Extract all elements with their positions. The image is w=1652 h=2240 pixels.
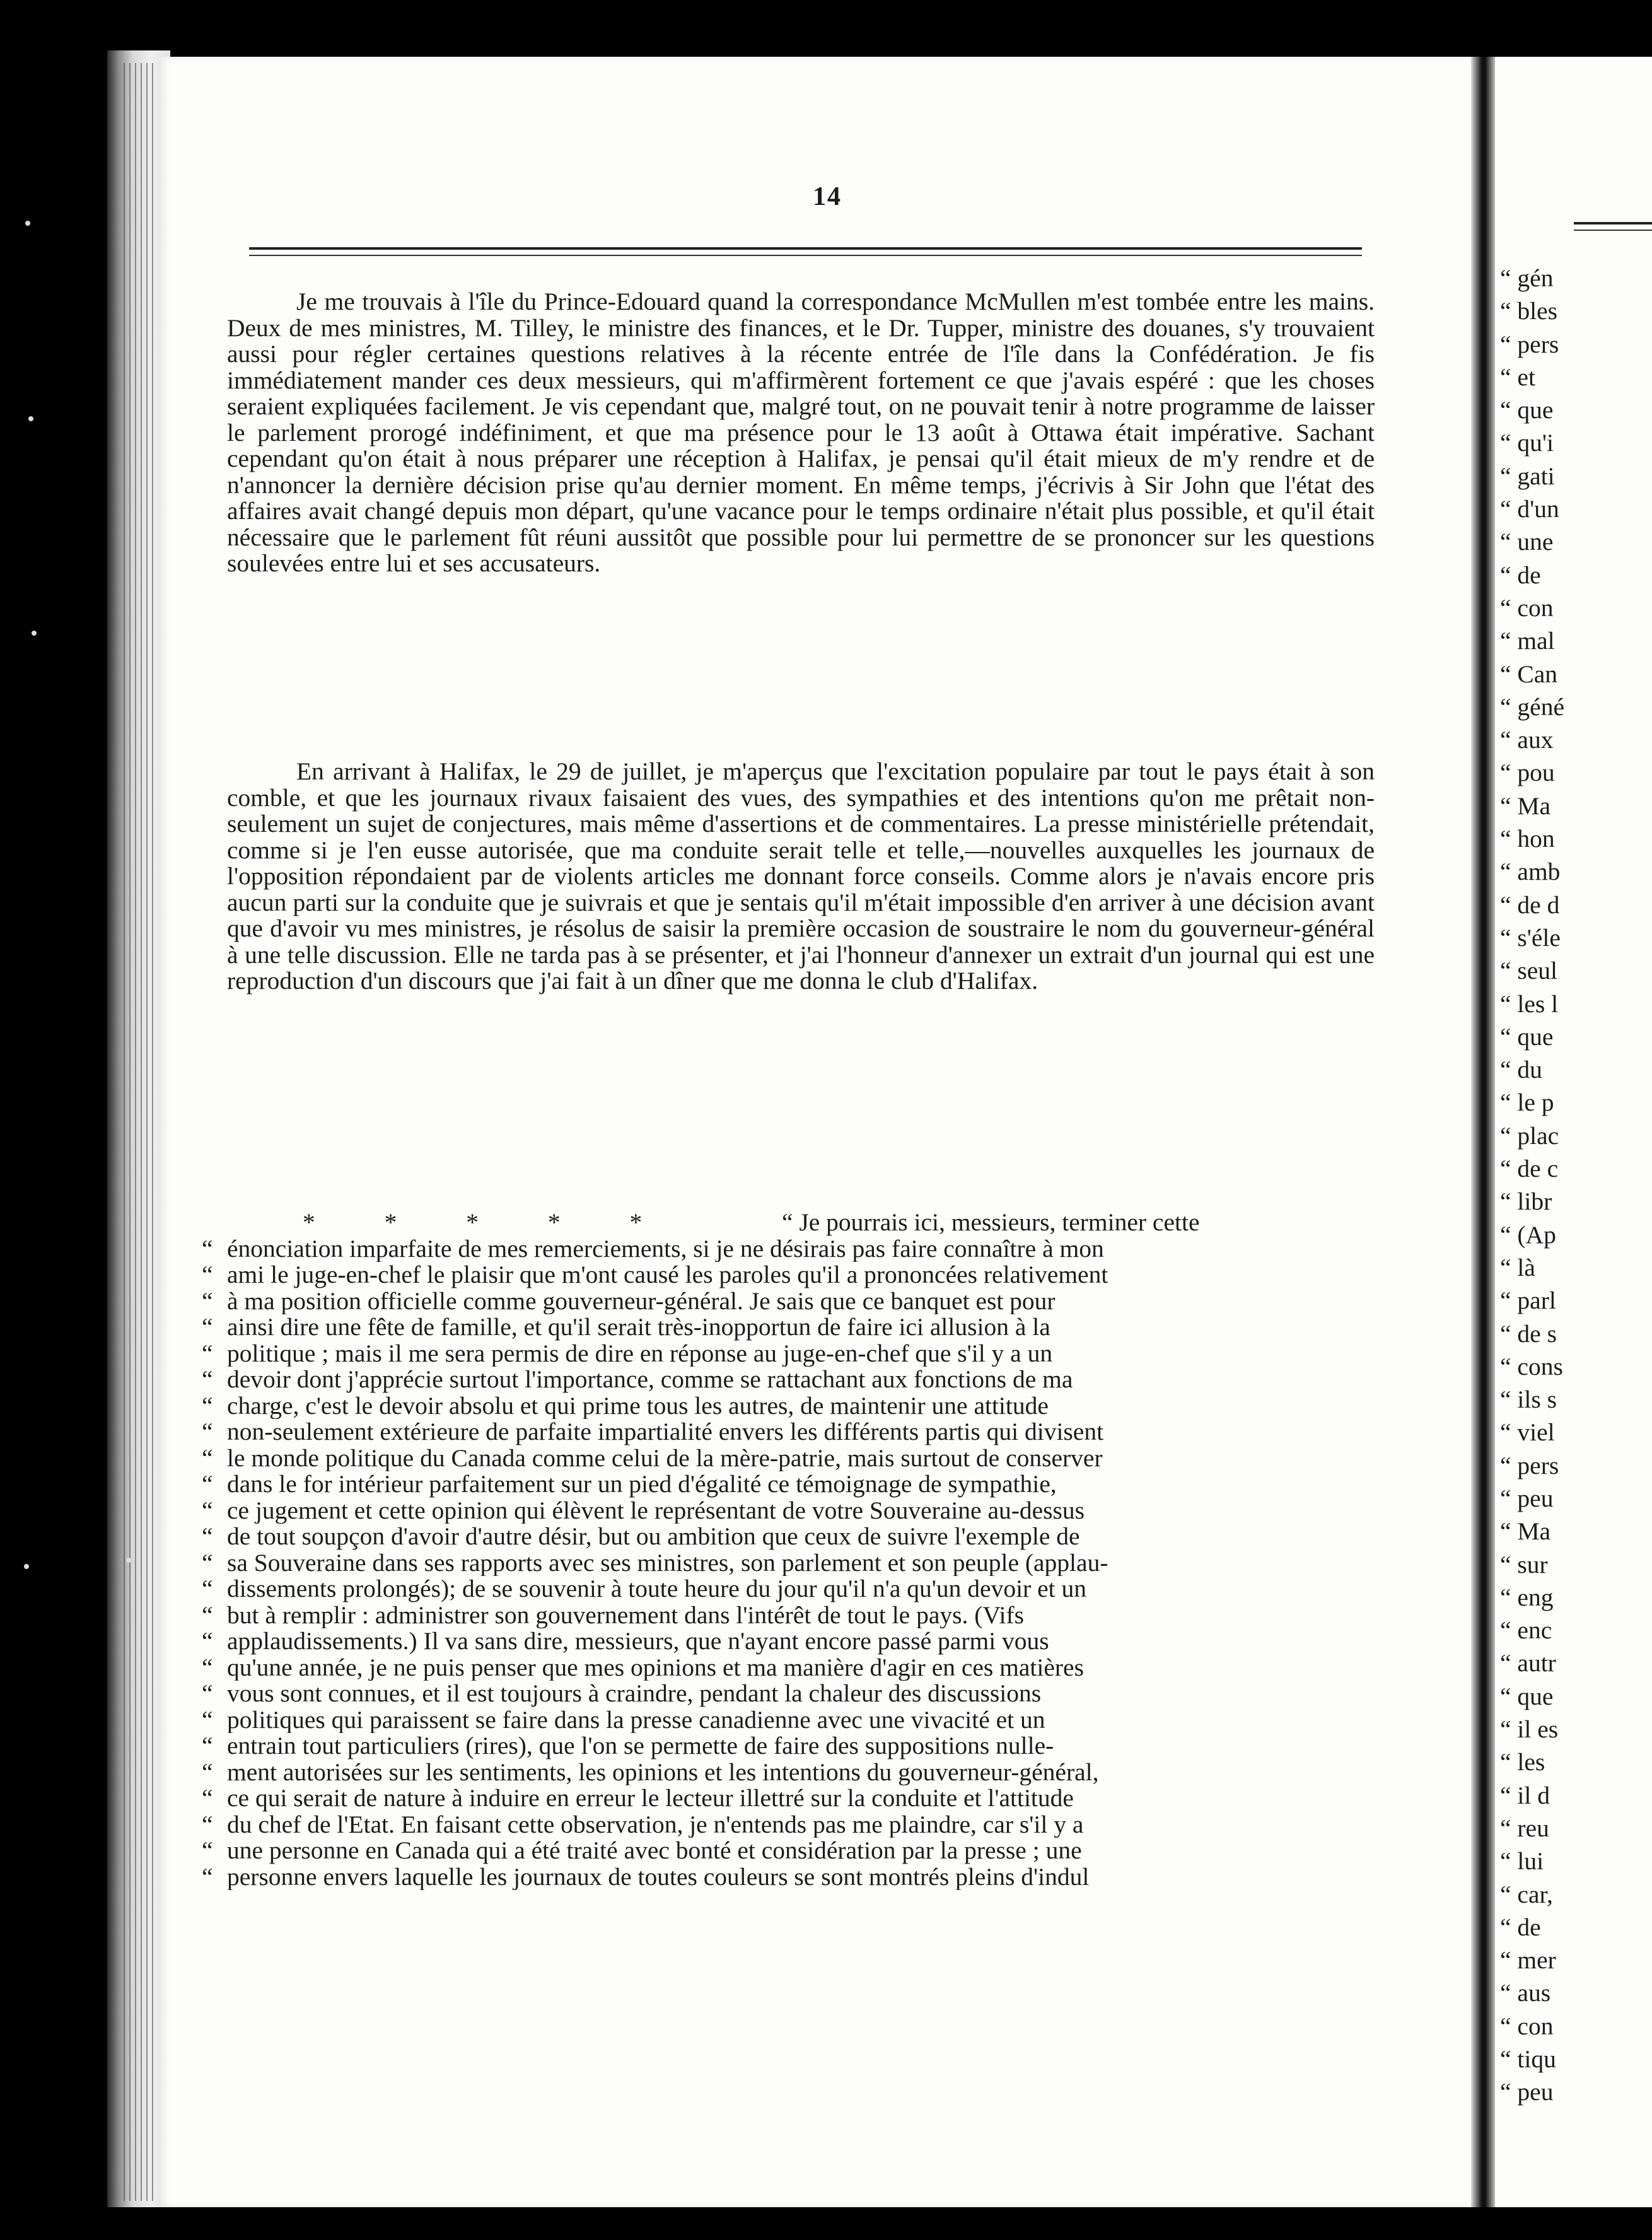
quote-line-text: de tout soupçon d'avoir d'autre désir, but ou ambition que ceux de suivre l'exemple de (227, 1524, 1080, 1550)
quote-mark: “ (202, 1758, 213, 1786)
quote-line (202, 1419, 1362, 1445)
quote-mark: “ (202, 1391, 213, 1420)
quote-line-text: ment autorisées sur les sentiments, les opinions et les intentions du gouverneur-général, (227, 1759, 1099, 1785)
quote-line (202, 1471, 1362, 1498)
quote-line-text: applaudissements.) Il va sans dire, messieurs, que n'ayant encore passé parmi vous (227, 1628, 1049, 1655)
facing-page-line: “ peu (1500, 1484, 1554, 1512)
quote-line (202, 1785, 1362, 1812)
facing-page-line: “ sur (1500, 1550, 1548, 1578)
speech-quotation (202, 1210, 1362, 1890)
quote-line-text: dissements prolongés); de se souvenir à toute heure du jour qu'il n'a qu'un devoir et un (227, 1576, 1086, 1602)
facing-page-line: “ les (1500, 1748, 1545, 1776)
quote-line (202, 1838, 1362, 1864)
quote-line (202, 1655, 1362, 1681)
facing-page-line: “ Ma (1500, 791, 1551, 820)
scan-speck (25, 221, 30, 226)
quote-mark: “ (202, 1286, 213, 1315)
facing-page-line: “ une (1500, 528, 1554, 556)
quote-line-text: “ Je pourrais ici, messieurs, terminer cette (782, 1210, 1200, 1236)
quote-line (202, 1602, 1362, 1629)
facing-page-line: “ peu (1500, 2078, 1554, 2106)
quote-line-text: le monde politique du Canada comme celui de la mère-patrie, mais surtout de conserver (227, 1445, 1103, 1471)
quote-line-text: but à remplir : administrer son gouvernement dans l'intérêt de tout le pays. (Vifs (227, 1602, 1025, 1628)
quote-line-text: du chef de l'Etat. En faisant cette observation, je n'entends pas me plaindre, car s'il y a (227, 1811, 1084, 1838)
facing-page-line: “ Can (1500, 660, 1558, 688)
facing-page-line: “ d'un (1500, 495, 1559, 523)
scan-speck (126, 1558, 131, 1563)
quote-line-text: politique ; mais il me sera permis de dire en réponse au juge-en-chef que s'il y a un (227, 1340, 1053, 1367)
quote-mark: “ (202, 1470, 213, 1498)
facing-page-line: “ cons (1500, 1352, 1563, 1380)
facing-page-line: “ du (1500, 1056, 1542, 1084)
facing-page-line: “ il d (1500, 1781, 1550, 1809)
quote-mark: “ (202, 1339, 213, 1367)
quote-line-text: ainsi dire une fête de famille, et qu'il serait très-inopportun de faire ici allusion à la (227, 1314, 1050, 1341)
facing-page-line: “ reu (1500, 1814, 1549, 1842)
facing-page-line: “ s'éle (1500, 923, 1561, 952)
quote-mark: “ (202, 1627, 213, 1655)
facing-page-fragment (1495, 57, 1652, 2207)
section-asterisks: * * * * * (303, 1210, 643, 1236)
quote-line-text: devoir dont j'apprécie surtout l'importance, comme se rattachant aux fonctions de ma (227, 1367, 1073, 1393)
facing-page-line: “ tiqu (1500, 2045, 1556, 2074)
quote-line-text: ce jugement et cette opinion qui élèvent le représentant de votre Souveraine au-dessus (227, 1497, 1085, 1524)
facing-page-line: “ con (1500, 593, 1554, 622)
quote-line (202, 1550, 1362, 1577)
quote-line-text: non-seulement extérieure de parfaite impartialité envers les différents partis qui divisent (227, 1419, 1104, 1445)
quote-line-text: dans le for intérieur parfaitement sur un pied d'égalité ce témoignage de sympathie, (227, 1471, 1057, 1498)
quote-mark: “ (202, 1261, 213, 1288)
facing-page-line: “ qu'i (1500, 429, 1554, 457)
facing-page-line: “ gati (1500, 462, 1555, 490)
quote-mark: “ (202, 1418, 213, 1445)
quote-mark: “ (202, 1705, 213, 1734)
page-edges (124, 63, 154, 2201)
facing-page-line: “ géné (1500, 692, 1564, 721)
quote-line (202, 1812, 1362, 1838)
facing-page-line: “ amb (1500, 858, 1561, 886)
quote-mark: “ (202, 1313, 213, 1341)
quote-line (202, 1864, 1362, 1891)
quote-line (202, 1288, 1362, 1315)
paragraph-2 (227, 759, 1375, 995)
facing-page-line: “ lui (1500, 1847, 1544, 1875)
quote-mark: “ (202, 1496, 213, 1524)
facing-page-line: “ et (1500, 363, 1535, 391)
paragraph-2-text: En arrivant à Halifax, le 29 de juillet, je m'aperçus que l'excitation populaire par tout le pays était à son comble, et que les journaux rivaux faisaient des vues, des sympathies et des intentions qu'on me prêtait non-seulement un sujet de conjectures, mais même d'assertions et de commentaires. La presse ministérielle prétendait, comme si je l'en eusse autorisée, que ma conduite serait telle et telle,—nouvelles auxquelles les journaux de l'opposition répondaient par de violents articles me donnant force conseils. Comme alors je n'avais encore pris aucun parti sur la conduite que je suivrais et que je sentais qu'il m'était impossible d'en arriver à une décision avant que d'avoir vu mes ministres, je résolus de saisir la première occasion de soustraire le nom du gouverneur-général à une telle discussion. Elle ne tarda pas à se présenter, et j'ai l'honneur d'annexer un extrait d'un journal qui est une reproduction d'un discours que j'ai fait à un dîner que me donna le club d'Halifax. (227, 757, 1375, 995)
facing-page-line: “ mer (1500, 1946, 1556, 1975)
quote-line (202, 1445, 1362, 1472)
facing-page-line: “ de s (1500, 1319, 1557, 1348)
facing-page-line: “ que (1500, 1682, 1554, 1710)
quote-line (202, 1393, 1362, 1420)
facing-page-line: “ là (1500, 1253, 1535, 1281)
facing-page-line: “ (Ap (1500, 1220, 1556, 1249)
facing-page-line: “ que (1500, 1022, 1554, 1051)
quote-line-text: politiques qui paraissent se faire dans la presse canadienne avec une vivacité et un (227, 1706, 1045, 1733)
quote-line-text: à ma position officielle comme gouverneur-général. Je sais que ce banquet est pour (227, 1288, 1056, 1314)
facing-header-rule-thick (1574, 222, 1652, 225)
paragraph-1-text: Je me trouvais à l'île du Prince-Edouard quand la correspondance McMullen m'est tombée entre les mains. Deux de mes ministres, M. Tilley, le ministre des finances, et le Dr. Tupper, ministre des douanes, s'y trouvaient aussi pour régler certaines questions relatives à la récente entrée de l'île dans la Confédération. Je fis immédiatement mander ces deux messieurs, qui m'affirmèrent fortement ce que j'avais espéré : que les choses seraient expliquées facilement. Je vis cependant que, malgré tout, on ne pouvait tenir à notre programme de laisser le parlement prorogé indéfiniment, et que ma présence pour le 13 août à Ottawa était impérative. Sachant cependant qu'on était à nous préparer une réception à Halifax, je pensai qu'il était mieux de m'y rendre et de n'annoncer la dernière décision prise qu'au dernier moment. En même temps, j'écrivis à Sir John que l'état des affaires avait changé depuis mon départ, qu'une vacance pour le temps ordinaire n'était plus possible, et qu'il était nécessaire que le parlement fût réuni aussitôt que possible pour lui permettre de se prononcer sur les questions soulevées entre lui et ses accusateurs. (227, 288, 1375, 577)
quote-line (202, 1314, 1362, 1341)
facing-page-line: “ con (1500, 2012, 1554, 2040)
facing-page-line: “ de d (1500, 890, 1560, 919)
quote-line-text: sa Souveraine dans ses rapports avec ses ministres, son parlement et son peuple (applau- (227, 1549, 1108, 1576)
quote-line (202, 1367, 1362, 1393)
quote-line-text: énonciation imparfaite de mes remerciements, si je ne désirais pas faire connaître à mon (227, 1235, 1104, 1262)
facing-page-line: “ que (1500, 396, 1554, 424)
facing-page-line: “ le p (1500, 1088, 1554, 1117)
scan-speck (32, 631, 37, 636)
quote-mark: “ (202, 1601, 213, 1629)
paragraph-1 (227, 289, 1375, 577)
facing-page-line: “ viel (1500, 1418, 1555, 1447)
facing-page-line: “ de (1500, 561, 1541, 589)
quote-mark: “ (202, 1810, 213, 1838)
quote-line-text: qu'une année, je ne puis penser que mes opinions et ma manière d'agir en ces matières (227, 1654, 1084, 1681)
facing-page-line: “ seul (1500, 957, 1558, 985)
facing-page-line: “ les l (1500, 989, 1559, 1018)
facing-page-line: “ hon (1500, 825, 1555, 853)
facing-page-line: “ aus (1500, 1979, 1551, 2007)
quote-mark: “ (202, 1444, 213, 1472)
page-number: 14 (813, 182, 842, 211)
facing-page-line: “ plac (1500, 1121, 1559, 1150)
quote-line (202, 1341, 1362, 1367)
facing-page-line: “ bles (1500, 297, 1558, 325)
facing-page-lines (1500, 262, 1651, 2109)
facing-page-line: “ pers (1500, 330, 1559, 358)
quote-line (202, 1628, 1362, 1655)
quote-mark: “ (202, 1575, 213, 1602)
quote-line-text: vous sont connues, et il est toujours à craindre, pendant la chaleur des discussions (227, 1681, 1042, 1707)
quote-mark: “ (202, 1365, 213, 1393)
quote-line (202, 1576, 1362, 1602)
quote-mark: “ (202, 1836, 213, 1864)
facing-page-line: “ de (1500, 1913, 1541, 1941)
facing-page-line: “ autr (1500, 1649, 1556, 1677)
quote-line (202, 1210, 1362, 1236)
quote-line-text: charge, c'est le devoir absolu et qui prime tous les autres, de maintenir une attitude (227, 1392, 1049, 1419)
facing-page-line: “ libr (1500, 1187, 1552, 1216)
quote-line (202, 1681, 1362, 1707)
facing-page-line: “ pou (1500, 759, 1555, 787)
facing-page-line: “ aux (1500, 726, 1554, 754)
quote-line (202, 1262, 1362, 1288)
scan-speck (28, 416, 33, 421)
book-gutter (1471, 57, 1495, 2207)
facing-page-line: “ il es (1500, 1715, 1559, 1744)
header-rule-thin (249, 255, 1362, 256)
quote-mark: “ (202, 1653, 213, 1681)
quote-mark: “ (202, 1548, 213, 1577)
quote-line-text: une personne en Canada qui a été traité avec bonté et considération par la presse ; une (227, 1838, 1082, 1864)
quote-mark: “ (202, 1234, 213, 1263)
quote-mark: “ (202, 1679, 213, 1707)
facing-page-line: “ car, (1500, 1880, 1553, 1908)
quote-line-text: personne envers laquelle les journaux de toutes couleurs se sont montrés pleins d'indul (227, 1864, 1090, 1890)
facing-page-line: “ enc (1500, 1616, 1552, 1645)
quote-line-text: ce qui serait de nature à induire en erreur le lecteur illettré sur la conduite et l'attitude (227, 1785, 1074, 1812)
header-rule-thick (249, 247, 1362, 250)
quote-line (202, 1236, 1362, 1263)
facing-page-line: “ de c (1500, 1155, 1559, 1183)
facing-header-rule-thin (1574, 230, 1652, 231)
quote-line-text: entrain tout particuliers (rires), que l'on se permette de faire des suppositions nulle- (227, 1733, 1054, 1759)
quote-line (202, 1498, 1362, 1524)
quote-mark: “ (202, 1784, 213, 1812)
facing-page-line: “ mal (1500, 627, 1555, 655)
quote-mark: “ (202, 1732, 213, 1759)
facing-page-line: “ eng (1500, 1583, 1554, 1611)
quote-line (202, 1524, 1362, 1550)
facing-page-line: “ ils s (1500, 1385, 1557, 1414)
quote-mark: “ (202, 1522, 213, 1550)
facing-page-line: “ pers (1500, 1451, 1559, 1479)
quote-line (202, 1707, 1362, 1734)
quote-line-text: ami le juge-en-chef le plaisir que m'ont causé les paroles qu'il a prononcées relativement (227, 1262, 1108, 1288)
quote-line (202, 1759, 1362, 1786)
facing-page-line: “ parl (1500, 1286, 1556, 1315)
quote-mark: “ (202, 1862, 213, 1891)
scan-speck (24, 1564, 29, 1569)
facing-page-line: “ gén (1500, 264, 1554, 292)
facing-page-line: “ Ma (1500, 1517, 1551, 1546)
quote-line (202, 1733, 1362, 1759)
